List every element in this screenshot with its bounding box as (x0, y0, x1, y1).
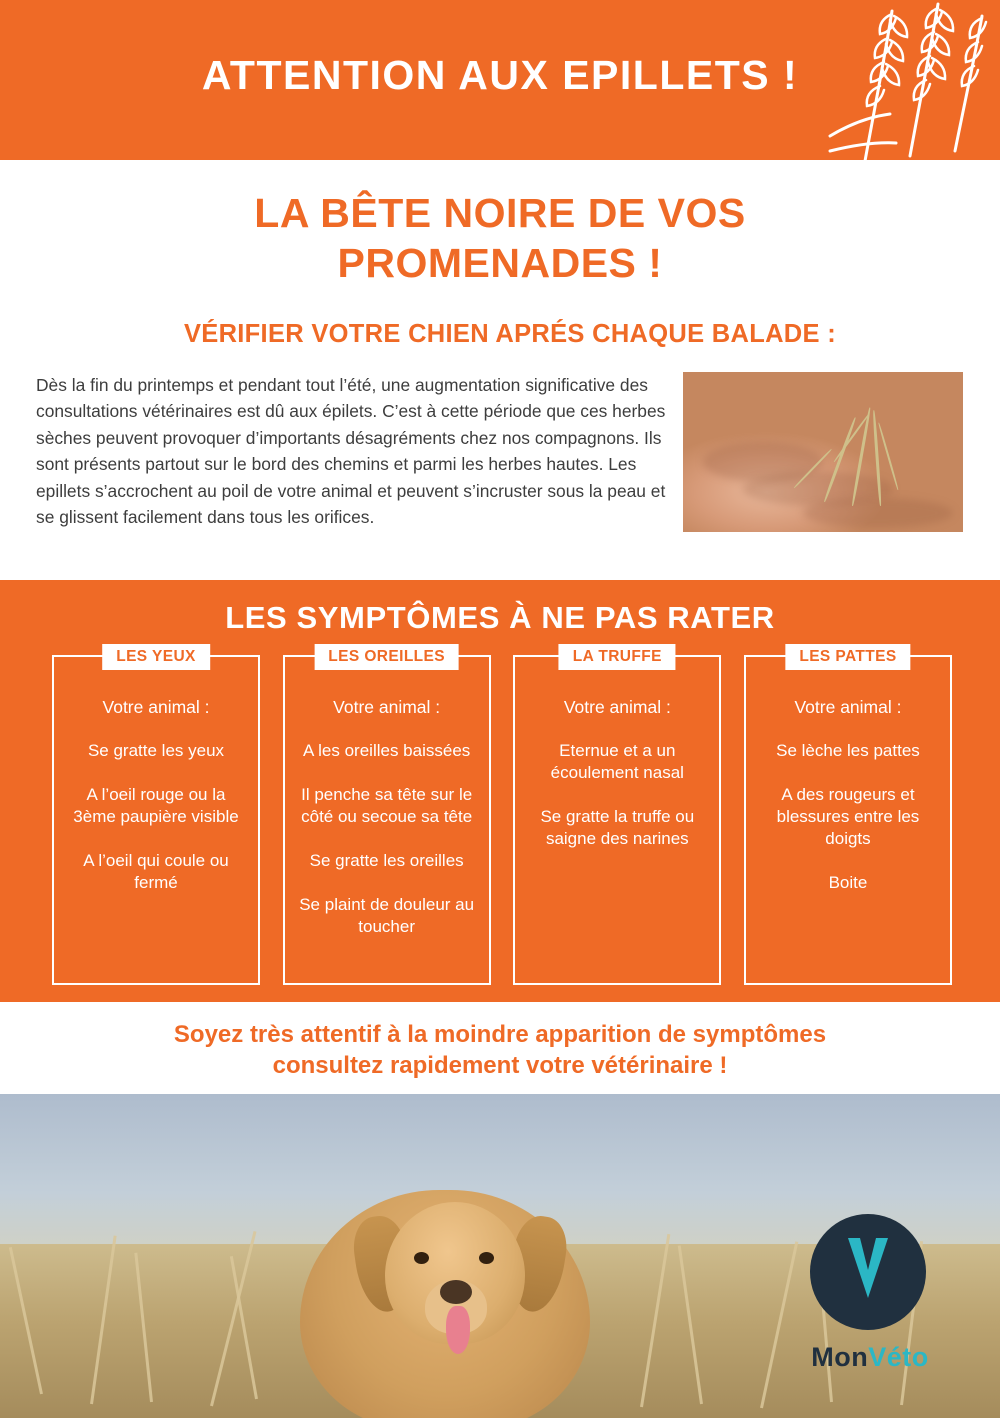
card-label: LA TRUFFE (559, 644, 676, 670)
header-banner (0, 0, 1000, 160)
cta-line-2: consultez rapidement votre vétérinaire ! (272, 1051, 728, 1079)
call-to-action-section (0, 1002, 1000, 1094)
logo-text-mon: Mon (811, 1342, 869, 1372)
cta-text (60, 1020, 940, 1081)
check-v-icon (842, 1236, 894, 1302)
card-item: Se gratte les yeux (87, 741, 225, 760)
logo-monveto (780, 1214, 960, 1390)
card-item: Eternue et a un écoulement nasal (550, 741, 684, 783)
symptom-card-yeux (52, 648, 260, 985)
banner-title: ATTENTION AUX EPILLETS ! (201, 52, 799, 98)
logo-text-veto: Véto (868, 1342, 929, 1372)
card-intro: Votre animal : (102, 697, 210, 717)
card-item: Boite (828, 873, 868, 893)
logo-text (780, 1342, 960, 1373)
card-label: LES OREILLES (314, 644, 459, 670)
card-item: Se gratte la truffe ou saigne des narines (540, 807, 695, 849)
dog-eye-right (479, 1252, 494, 1264)
card-item: A l’oeil rouge ou la 3ème paupière visible (73, 785, 239, 827)
page-title: LA BÊTE NOIRE DE VOS PROMENADES ! (254, 190, 746, 287)
dog-eye-left (414, 1252, 429, 1264)
wheat-icon (770, 0, 990, 160)
card-item: Se plaint de douleur au toucher (299, 895, 475, 937)
cta-line-1: Soyez très attentif à la moindre apparition de symptômes (173, 1021, 827, 1048)
card-intro: Votre animal : (794, 697, 902, 717)
card-intro: Votre animal : (563, 697, 671, 717)
symptom-card-oreilles (283, 648, 491, 985)
card-label: LES YEUX (102, 644, 210, 670)
intro-paragraph: Dès la fin du printemps et pendant tout l’été, une augmentation significative des consultations vétérinaires est dû aux épilets. C’est à cette période que ces herbes sèches peuvent provoquer d’importants désagréments chez nos compagnons. Ils sont présents partout sur le bord des chemins et parmi les herbes hautes. Les epillets s’accrochent au poil de votre animal et peuvent s’incruster sous la peau et se glissent facilement dans tous les orifices. (36, 375, 666, 528)
symptom-card-truffe (513, 648, 721, 985)
symptoms-section (0, 580, 1000, 1002)
card-label: LES PATTES (785, 644, 910, 670)
card-item: Se lèche les pattes (776, 741, 920, 760)
card-item: Il penche sa tête sur le côté ou secoue sa tête (301, 785, 473, 827)
photo-epillet-dans-la-main (683, 372, 963, 532)
intro-section (0, 160, 1000, 580)
section-subtitle: VÉRIFIER VOTRE CHIEN APRÉS CHAQUE BALADE : (183, 320, 837, 348)
dog-tongue (446, 1306, 470, 1354)
dog-nose (440, 1280, 472, 1304)
card-item: A l’oeil qui coule ou fermé (83, 851, 229, 893)
card-item: Se gratte les oreilles (309, 851, 464, 871)
symptom-card-pattes (744, 648, 952, 985)
card-item: A les oreilles baissées (303, 741, 471, 760)
symptoms-title: LES SYMPTÔMES À NE PAS RATER (225, 600, 775, 635)
card-item: A des rougeurs et blessures entre les doigts (776, 785, 920, 849)
symptom-card-list (52, 648, 952, 985)
card-intro: Votre animal : (333, 697, 441, 717)
